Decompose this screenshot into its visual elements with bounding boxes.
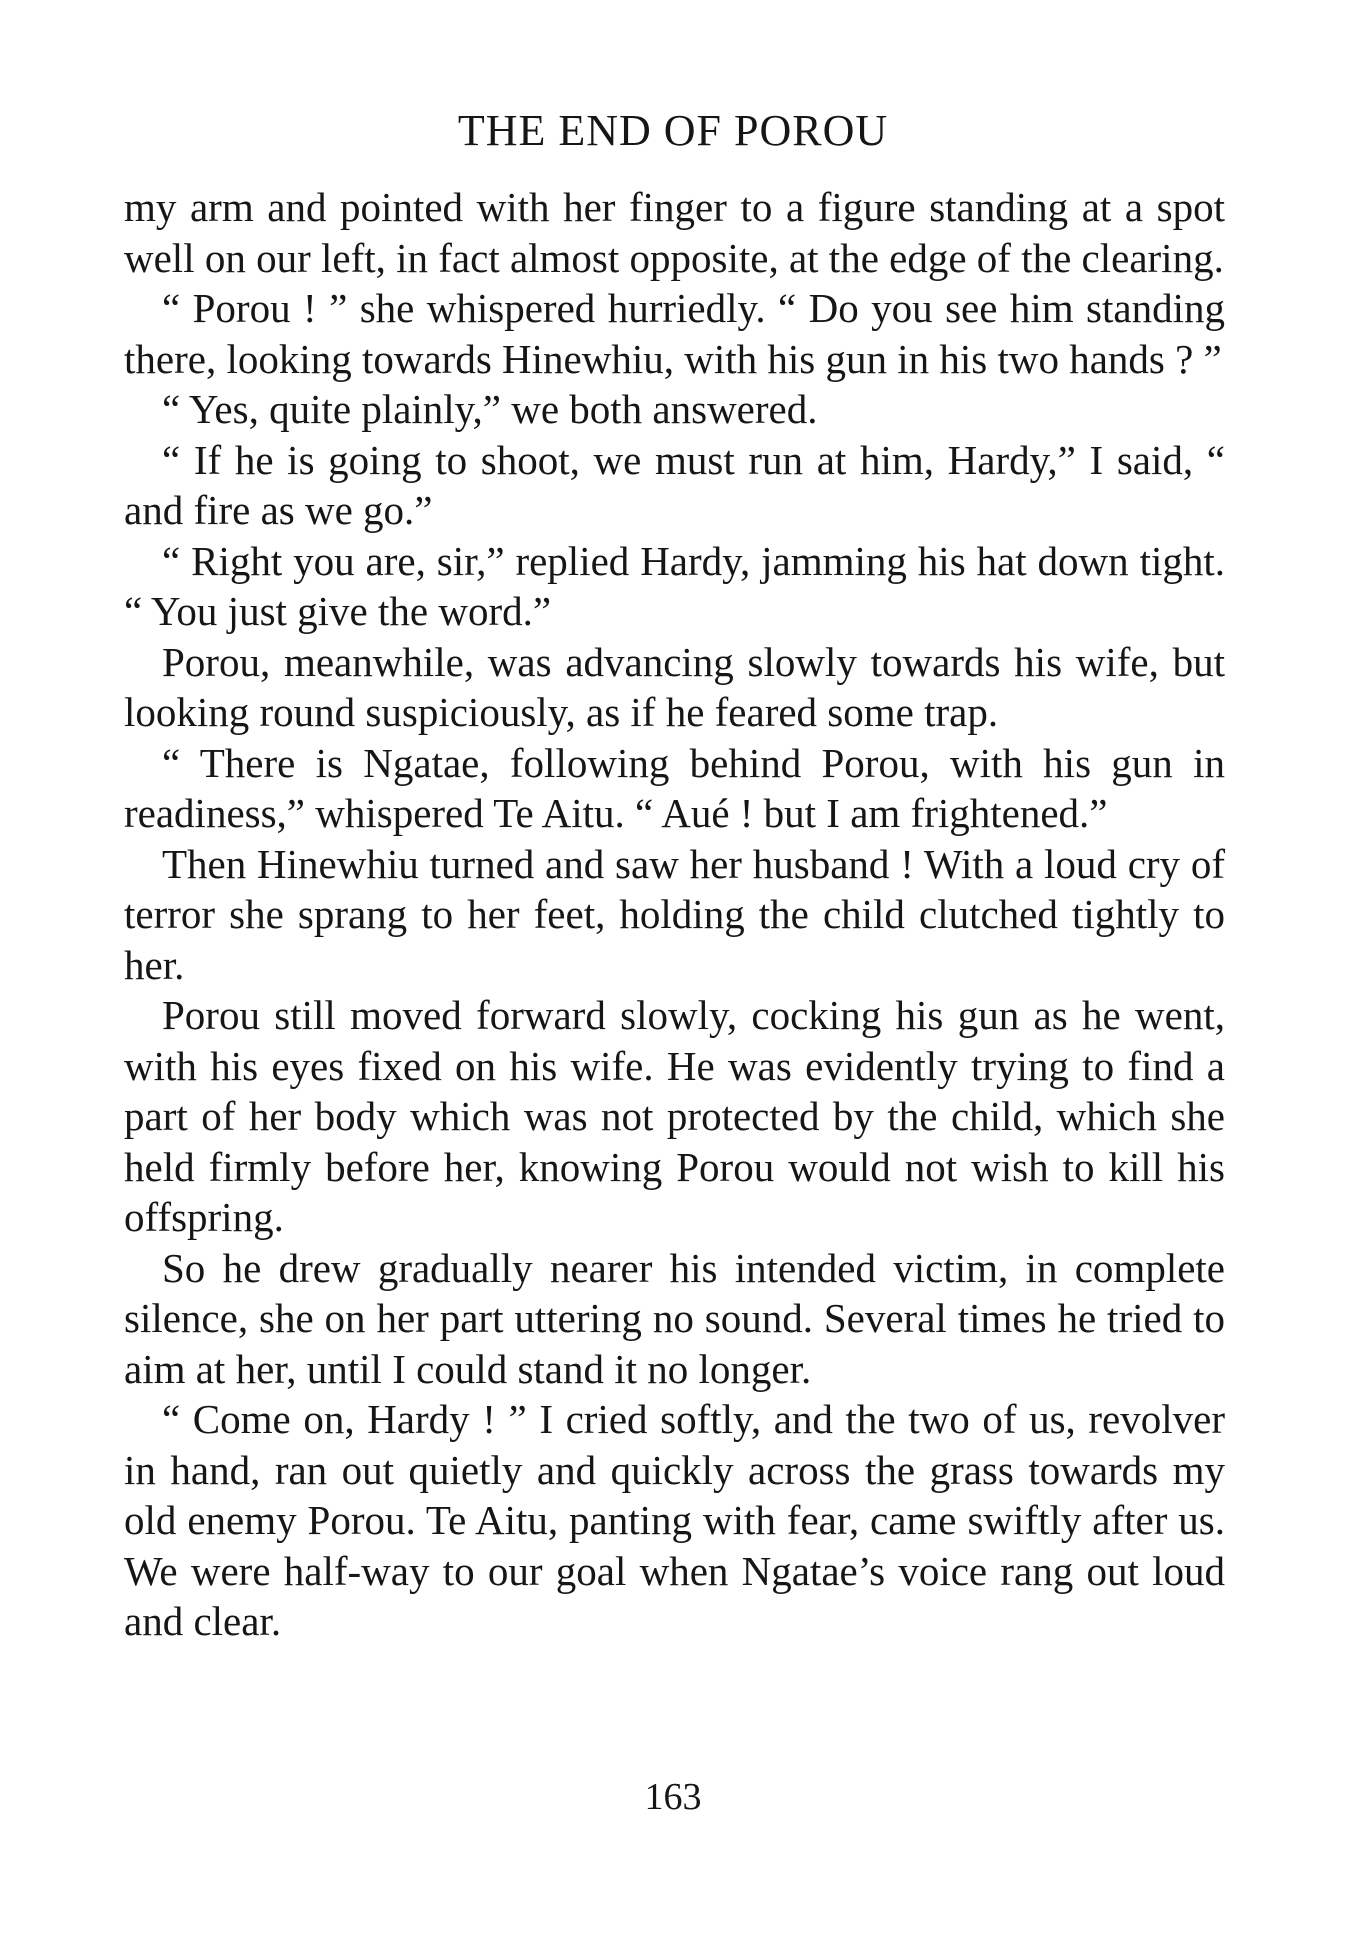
- page-number: 163: [644, 1776, 702, 1818]
- paragraph: “ Right you are, sir,” replied Hardy, jamming his hat down tight. “ You just give the word.”: [124, 537, 1225, 634]
- paragraph: my arm and pointed with her finger to a figure standing at a spot well on our left, in fact almost opposite, at the edge of the clearing.: [124, 184, 1225, 281]
- paragraph: “ If he is going to shoot, we must run at him, Hardy,” I said, “ and fire as we go.”: [124, 436, 1225, 533]
- running-title: THE END OF POROU: [457, 106, 889, 155]
- body-text: [124, 182, 1225, 1647]
- paragraph: “ Come on, Hardy ! ” I cried softly, and the two of us, revolver in hand, ran out quietly and quickly across the grass towards my old enemy Porou. Te Aitu, panting with fear, came swiftly after us. We were half-way to our goal when Ngatae’s voice rang out loud and clear.: [124, 1396, 1225, 1644]
- paragraph: Porou still moved forward slowly, cocking his gun as he went, with his eyes fixed on his wife. He was evidently trying to find a part of her body which was not protected by the child, which she held firmly before her, knowing Porou would not wish to kill his offspring.: [124, 992, 1225, 1240]
- paragraph: “ There is Ngatae, following behind Porou, with his gun in readiness,” whispered Te Aitu. “ Aué ! but I am frightened.”: [124, 739, 1225, 836]
- paragraph: Porou, meanwhile, was advancing slowly towards his wife, but looking round suspiciously, as if he feared some trap.: [124, 638, 1225, 735]
- paragraph: Then Hinewhiu turned and saw her husband ! With a loud cry of terror she sprang to her feet, holding the child clutched tightly to her.: [124, 840, 1225, 988]
- paragraph: “ Yes, quite plainly,” we both answered.: [162, 386, 818, 432]
- paragraph: So he drew gradually nearer his intended victim, in complete silence, she on her part uttering no sound. Several times he tried to aim at her, until I could stand it no longer.: [124, 1244, 1225, 1392]
- paragraph: “ Porou ! ” she whispered hurriedly. “ Do you see him standing there, looking towards Hinewhiu, with his gun in his two hands ? ”: [124, 285, 1225, 382]
